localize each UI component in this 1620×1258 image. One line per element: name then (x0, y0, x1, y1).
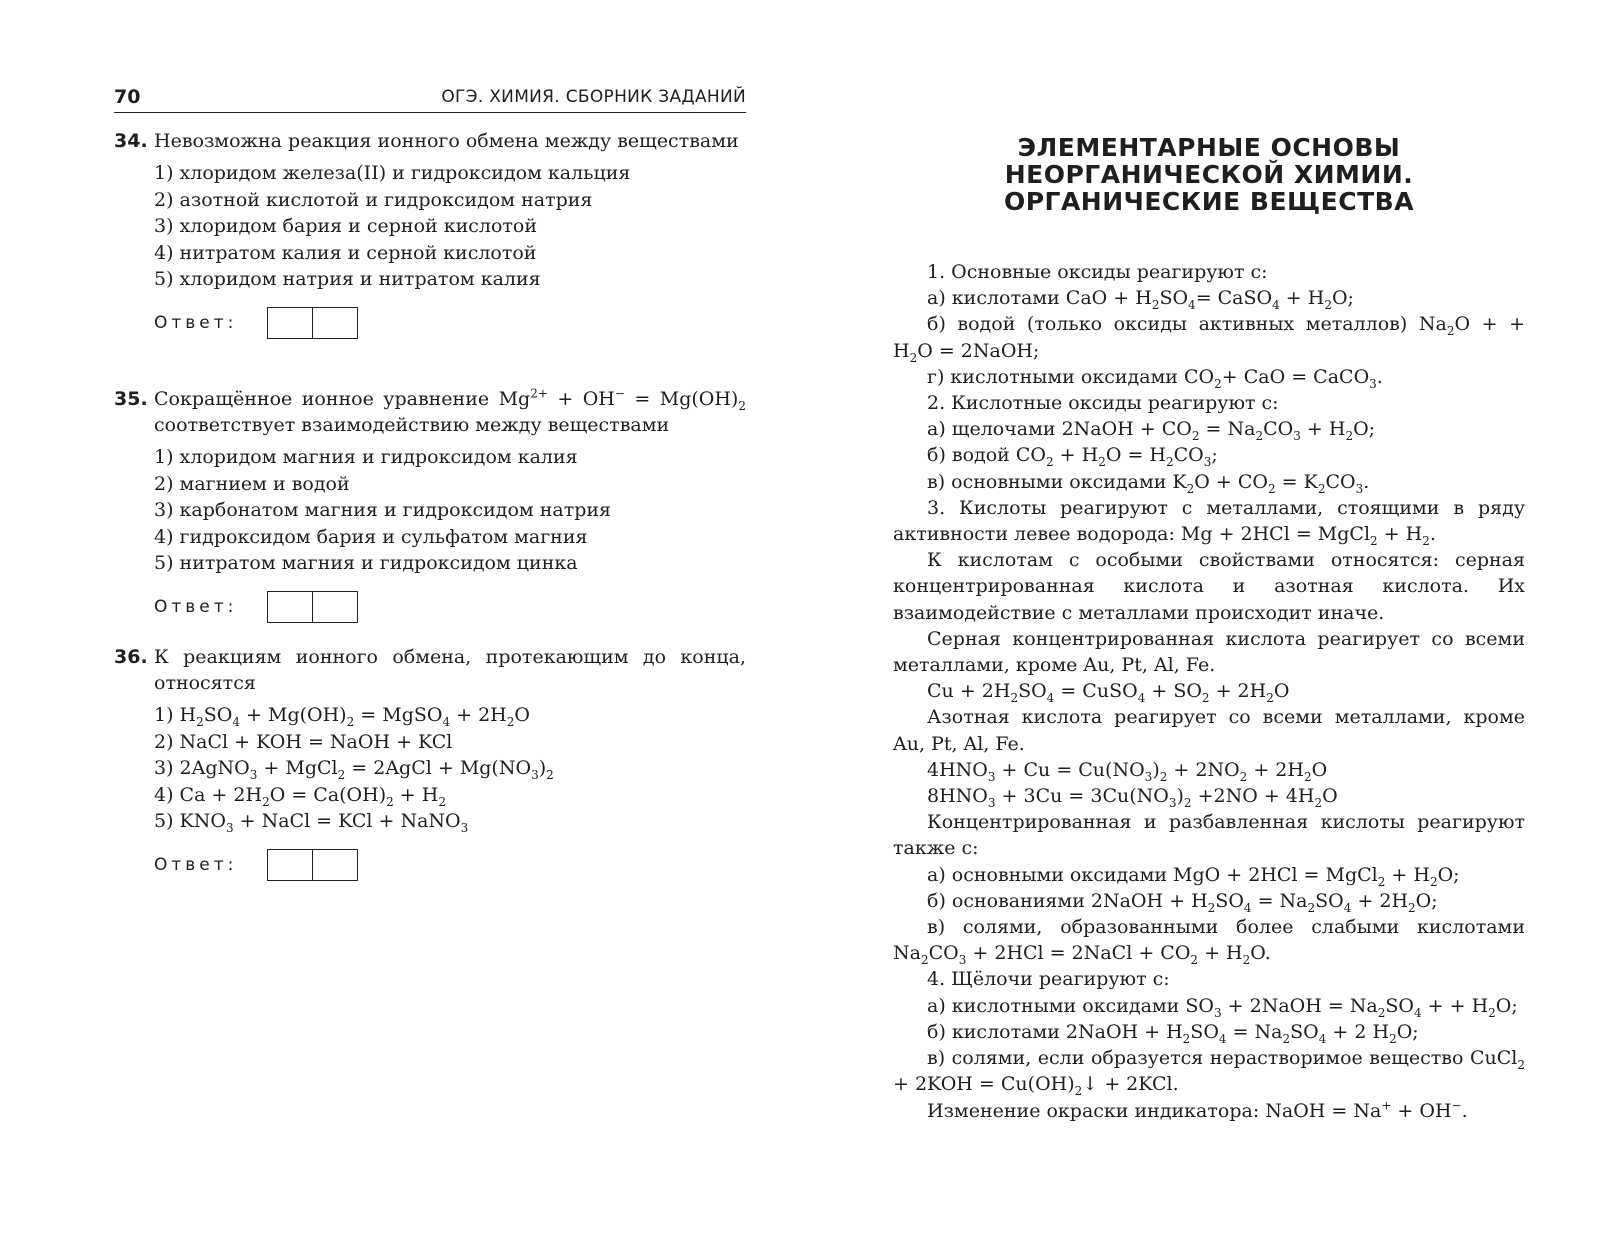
option-item: 5) хлоридом натрия и нитратом калия (154, 268, 541, 290)
running-header (114, 86, 746, 113)
question-text: Сокращённое ионное уравнение $Mg^{2+} + OH^- = Mg(OH)_2$ соответствует взаимодействию между веществами (154, 386, 746, 436)
option-item: 3) хлоридом бария и серной кислотой (154, 215, 538, 237)
body-paragraph: 4. Щёлочи реагируют с: (927, 968, 1170, 991)
body-paragraph: 3. Кислоты реагируют с металлами, стоящими в ряду активности левее водорода: Mg + 2HCl = MgCl$_2$ + $H_2$. (893, 496, 1525, 548)
answer-cell[interactable] (268, 592, 312, 622)
body-paragraph: К кислотам с особыми свойствами относятся: серная концентрированная кислота и азотная кислота. Их взаимодействие с металлами происходит иначе. (893, 549, 1525, 624)
answer-cell[interactable] (268, 308, 312, 338)
body-paragraph: б) водой (только оксиды активных металлов) $Na_2O$ + + $H_2O$ = 2NaOH; (893, 313, 1526, 365)
question-36 (114, 644, 746, 881)
option-item: 1) хлоридом магния и гидроксидом калия (154, 446, 578, 468)
answer-box[interactable] (267, 591, 358, 623)
answer-row (154, 849, 746, 881)
answer-cell[interactable] (312, 850, 357, 880)
body-paragraph: б) основаниями 2NaOH + $H_2SO_4 = Na_2SO_4 + 2H_2O$; (927, 889, 1438, 915)
question-number: 34. (114, 130, 148, 152)
section-title-line: ЭЛЕМЕНТАРНЫЕ ОСНОВЫ (1017, 133, 1401, 162)
body-paragraph: а) основными оксидами MgO + 2HCl = MgCl$_2$ + $H_2O$; (927, 863, 1460, 889)
body-paragraph: 2. Кислотные оксиды реагируют с: (927, 392, 1279, 415)
question-text: К реакциям ионного обмена, протекающим до конца, относятся (154, 646, 746, 694)
body-paragraph: $8HNO_3 + 3Cu = 3Cu(NO_3)_2 +2NO + 4H_2O$ (927, 785, 1338, 810)
answer-label: Ответ: (154, 596, 238, 617)
body-paragraph: б) водой $CO_2 + H_2O = H_2CO_3$; (927, 444, 1218, 470)
question-statement (114, 386, 746, 438)
question-number: 35. (114, 388, 148, 410)
answer-row (154, 591, 746, 623)
body-paragraph: 1. Основные оксиды реагируют с: (927, 261, 1268, 283)
body-paragraph: в) солями, если образуется нерастворимое вещество CuCl$_2$ + $2KOH = Cu(OH)_2↓ + 2KCl$. (893, 1047, 1525, 1099)
section-body (893, 259, 1525, 1124)
option-item: 3) 2AgNO$_3$ + MgCl$_2$ = 2AgCl + $Mg(NO_3)_2$ (154, 757, 554, 782)
answer-cell[interactable] (268, 850, 312, 880)
body-paragraph: в) основными оксидами $K_2O + CO_2 = K_2CO_3$. (927, 470, 1370, 496)
question-statement (114, 644, 746, 696)
body-paragraph: а) кислотными оксидами $SO_3$ + 2NaOH = $Na_2SO_4$ + + $H_2O$; (927, 994, 1518, 1020)
body-paragraph: $4HNO_3 + Cu = Cu(NO_3)_2 + 2NO_2 + 2H_2O$ (927, 758, 1328, 784)
section-title (893, 134, 1525, 215)
option-item: 2) NaCl + KOH = NaOH + KCl (154, 730, 453, 753)
options-list (154, 702, 746, 835)
section-title-line: ОРГАНИЧЕСКИЕ ВЕЩЕСТВА (1003, 187, 1415, 216)
body-paragraph: г) кислотными оксидами $CO_2+$ CaO = CaCO$_3$. (927, 365, 1383, 391)
option-item: 5) нитратом магния и гидроксидом цинка (154, 552, 578, 574)
answer-label: Ответ: (154, 854, 238, 875)
running-header-title: ОГЭ. ХИМИЯ. СБОРНИК ЗАДАНИЙ (441, 87, 746, 107)
body-paragraph: а) кислотами CaO + $H_2SO_4=$ CaSO$_4$ + $H_2O$; (927, 287, 1354, 312)
body-paragraph: б) кислотами 2NaOH + $H_2SO_4 = Na_2SO_4 + 2$ $H_2O$; (927, 1020, 1419, 1046)
section-title-line: НЕОРГАНИЧЕСКОЙ ХИМИИ. (1004, 160, 1414, 189)
options-list (154, 444, 746, 577)
question-text: Невозможна реакция ионного обмена между веществами (154, 130, 739, 152)
body-paragraph: Азотная кислота реагирует со всеми металлами, кроме Au, Pt, Al, Fe. (893, 706, 1525, 755)
option-item: 3) карбонатом магния и гидроксидом натрия (154, 499, 612, 521)
body-paragraph: Изменение окраски индикатора: NaOH = Na+ + OH−. (927, 1098, 1468, 1122)
body-paragraph: в) солями, образованными более слабыми кислотами $Na_2CO_3 + 2HCl$ = 2NaCl + $CO_2 + H_2O$. (893, 916, 1525, 968)
option-item: 4) гидроксидом бария и сульфатом магния (154, 525, 588, 548)
answer-label: Ответ: (154, 312, 238, 333)
option-item: 4) нитратом калия и серной кислотой (154, 241, 537, 264)
question-34 (114, 128, 746, 339)
question-35 (114, 386, 746, 623)
option-item: 2) азотной кислотой и гидроксидом натрия (154, 188, 593, 211)
answer-cell[interactable] (312, 308, 357, 338)
body-paragraph: Концентрированная и разбавленная кислоты реагируют также с: (893, 811, 1525, 860)
answer-row (154, 307, 746, 339)
page-number: 70 (114, 86, 141, 108)
body-paragraph: а) щелочами 2NaOH + $CO_2 = Na_2CO_3 + H_2O$; (927, 418, 1376, 444)
option-item: 5) $KNO_3$ + NaCl = KCl + NaNO$_3$ (154, 810, 469, 835)
question-number: 36. (114, 646, 148, 668)
option-item: 4) $Ca + 2H_2O = Ca(OH)_2 + H_2$ (154, 783, 446, 809)
answer-cell[interactable] (312, 592, 357, 622)
option-item: 1) $H_2SO_4 + Mg(OH)_2$ = MgSO$_4$ + $2H_2O$ (154, 704, 530, 729)
option-item: 2) магнием и водой (154, 472, 350, 495)
body-paragraph: $Cu + 2H_2SO_4$ = CuSO$_4$ + $SO_2 + 2H_2O$ (927, 680, 1290, 706)
body-paragraph: Серная концентрированная кислота реагирует со всеми металлами, кроме Au, Pt, Al, Fe. (893, 627, 1525, 677)
option-item: 1) хлоридом железа(II) и гидроксидом кальция (154, 162, 631, 184)
answer-box[interactable] (267, 849, 358, 881)
question-statement (114, 128, 746, 154)
answer-box[interactable] (267, 307, 358, 339)
options-list (154, 160, 746, 293)
